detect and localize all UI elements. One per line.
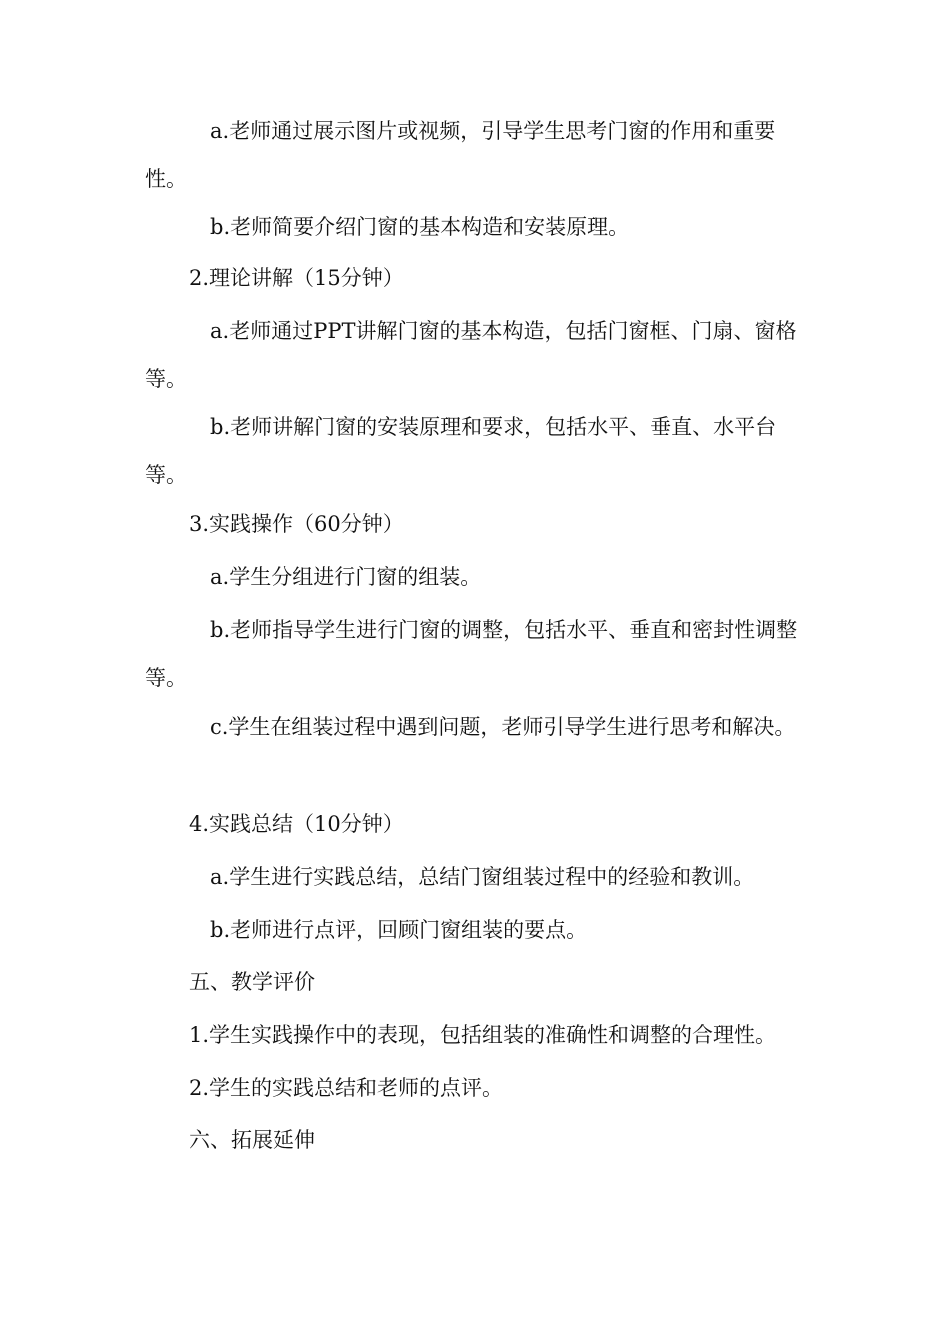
paragraph-theory-b: b.老师讲解门窗的安装原理和要求，包括水平、垂直、水平台等。 bbox=[145, 415, 777, 487]
paragraph-summary-b: b.老师进行点评，回顾门窗组装的要点。 bbox=[210, 918, 588, 942]
paragraph-summary-a: a.学生进行实践总结，总结门窗组装过程中的经验和教训。 bbox=[210, 865, 755, 889]
heading-extension: 六、拓展延伸 bbox=[189, 1128, 315, 1152]
paragraph-practice-b: b.老师指导学生进行门窗的调整，包括水平、垂直和密封性调整等。 bbox=[145, 618, 798, 690]
paragraph-intro-b: b.老师简要介绍门窗的基本构造和安装原理。 bbox=[210, 215, 630, 239]
heading-evaluation: 五、教学评价 bbox=[189, 970, 315, 994]
heading-theory: 2.理论讲解（15分钟） bbox=[189, 266, 404, 290]
paragraph-practice-a: a.学生分组进行门窗的组装。 bbox=[210, 565, 482, 589]
paragraph-intro-a: a.老师通过展示图片或视频，引导学生思考门窗的作用和重要性。 bbox=[145, 119, 776, 191]
paragraph-theory-a: a.老师通过PPT讲解门窗的基本构造，包括门窗框、门扇、窗格等。 bbox=[145, 319, 797, 391]
paragraph-evaluation-1: 1.学生实践操作中的表现，包括组装的准确性和调整的合理性。 bbox=[189, 1023, 777, 1047]
heading-practice: 3.实践操作（60分钟） bbox=[189, 512, 404, 536]
paragraph-practice-c: c.学生在组装过程中遇到问题，老师引导学生进行思考和解决。 bbox=[210, 715, 796, 739]
paragraph-evaluation-2: 2.学生的实践总结和老师的点评。 bbox=[189, 1076, 504, 1100]
heading-summary: 4.实践总结（10分钟） bbox=[189, 812, 404, 836]
